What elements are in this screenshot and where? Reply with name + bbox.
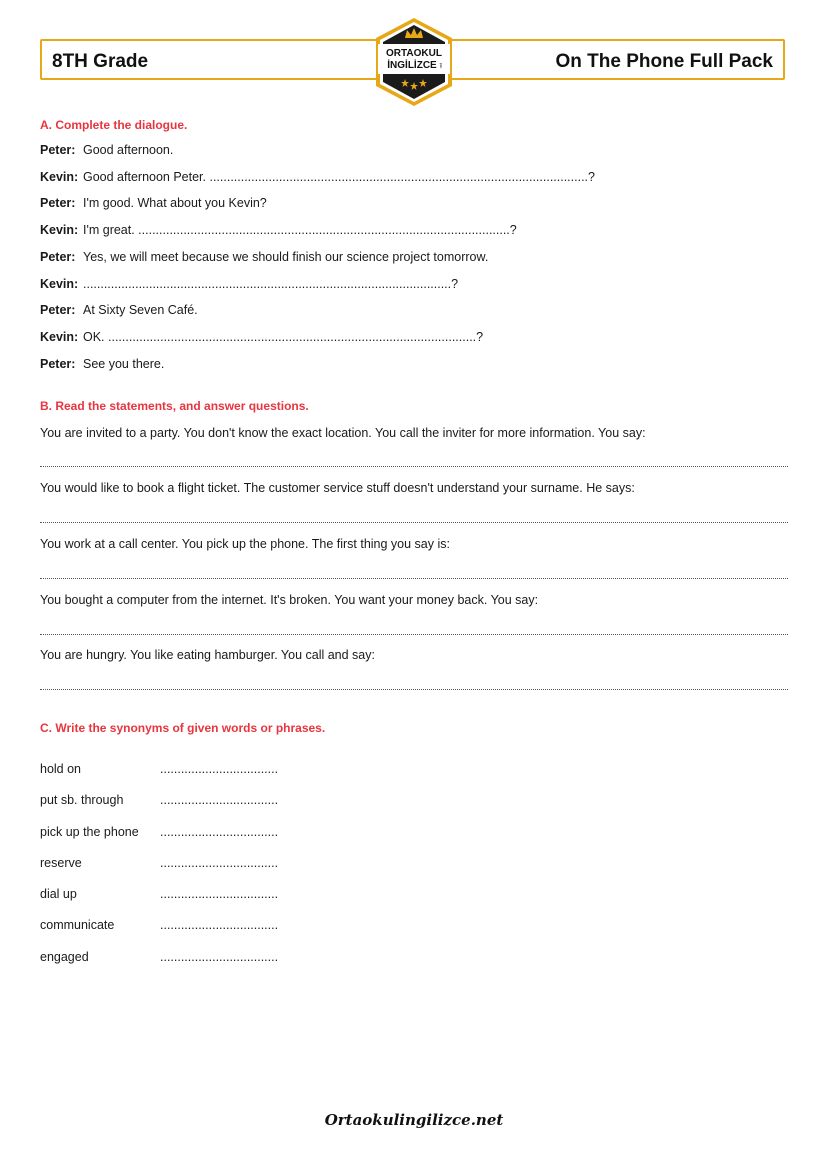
dialogue-text: Good afternoon Peter. .............................................................................................................?: [83, 170, 595, 184]
synonym-row: [40, 918, 278, 932]
synonym-row: [40, 825, 278, 839]
dialogue-line: [40, 250, 488, 264]
synonym-word: pick up the phone: [40, 825, 139, 839]
dialogue-speaker: Peter:: [40, 196, 76, 210]
dialogue-speaker: Peter:: [40, 357, 76, 371]
dialogue-text: ..........................................................................................................?: [83, 277, 459, 291]
dialogue-line: [40, 303, 198, 317]
statement-prompt: You are hungry. You like eating hamburger. You call and say:: [40, 648, 375, 662]
synonym-blank[interactable]: ..................................: [160, 856, 279, 870]
dialogue-line: [40, 330, 483, 344]
synonym-word: communicate: [40, 918, 115, 932]
logo-tag: .net: [439, 63, 443, 69]
answer-line[interactable]: [40, 578, 788, 579]
synonym-blank[interactable]: ..................................: [160, 793, 279, 807]
synonym-blank[interactable]: ..................................: [160, 887, 279, 901]
dialogue-line: [40, 277, 458, 291]
synonym-word: hold on: [40, 762, 82, 776]
statement-prompt: You work at a call center. You pick up the phone. The first thing you say is:: [40, 537, 450, 551]
synonym-row: [40, 856, 278, 870]
dialogue-text: I'm good. What about you Kevin?: [83, 196, 267, 210]
synonym-blank[interactable]: ..................................: [160, 825, 279, 839]
dialogue-speaker: Kevin:: [40, 223, 79, 237]
dialogue-line: [40, 357, 164, 371]
dialogue-text: I'm great. ...........................................................................................................?: [83, 223, 517, 237]
section-a-title: A. Complete the dialogue.: [40, 118, 188, 132]
synonym-row: [40, 793, 278, 807]
dialogue-text: See you there.: [83, 357, 165, 371]
dialogue-text: OK. ..........................................................................................................?: [83, 330, 484, 344]
synonym-row: [40, 762, 278, 776]
dialogue-speaker: Kevin:: [40, 170, 79, 184]
dialogue-line: [40, 223, 517, 237]
logo-line2: İNGİLİZCE: [387, 60, 437, 71]
answer-line[interactable]: [40, 634, 788, 635]
section-c-title: C. Write the synonyms of given words or phrases.: [40, 721, 326, 735]
statement-prompt: You would like to book a flight ticket. The customer service stuff doesn't understand your surname. He says:: [40, 481, 635, 495]
dialogue-speaker: Kevin:: [40, 277, 79, 291]
synonym-row: [40, 887, 278, 901]
logo-line1: ORTAOKUL: [386, 48, 442, 59]
grade-label: 8TH Grade: [52, 51, 149, 72]
dialogue-speaker: Peter:: [40, 250, 76, 264]
answer-line[interactable]: [40, 522, 788, 523]
synonym-word: dial up: [40, 887, 77, 901]
answer-line[interactable]: [40, 689, 788, 690]
dialogue-speaker: Kevin:: [40, 330, 79, 344]
dialogue-line: [40, 170, 595, 184]
synonym-blank[interactable]: ..................................: [160, 762, 279, 776]
statement-prompt: You bought a computer from the internet. It's broken. You want your money back. You say:: [40, 593, 539, 607]
worksheet-title: On The Phone Full Pack: [555, 51, 773, 72]
synonym-word: put sb. through: [40, 793, 124, 807]
dialogue-speaker: Peter:: [40, 303, 76, 317]
synonym-word: engaged: [40, 950, 89, 964]
dialogue-line: [40, 196, 267, 210]
section-b-title: B. Read the statements, and answer questions.: [40, 399, 309, 413]
answer-line[interactable]: [40, 466, 788, 467]
dialogue-text: Yes, we will meet because we should finish our science project tomorrow.: [83, 250, 489, 264]
dialogue-speaker: Peter:: [40, 143, 76, 157]
synonym-word: reserve: [40, 856, 82, 870]
synonym-blank[interactable]: ..................................: [160, 950, 279, 964]
dialogue-text: At Sixty Seven Café.: [83, 303, 198, 317]
ortaokul-ingilizce-logo: [374, 16, 454, 108]
dialogue-line: [40, 143, 173, 157]
dialogue-text: Good afternoon.: [83, 143, 174, 157]
statement-prompt: You are invited to a party. You don't know the exact location. You call the inviter for more information. You say:: [40, 426, 646, 440]
footer-site-name: Ortaokulingilizce.net: [324, 1111, 504, 1129]
synonym-row: [40, 950, 278, 964]
synonym-blank[interactable]: ..................................: [160, 918, 279, 932]
